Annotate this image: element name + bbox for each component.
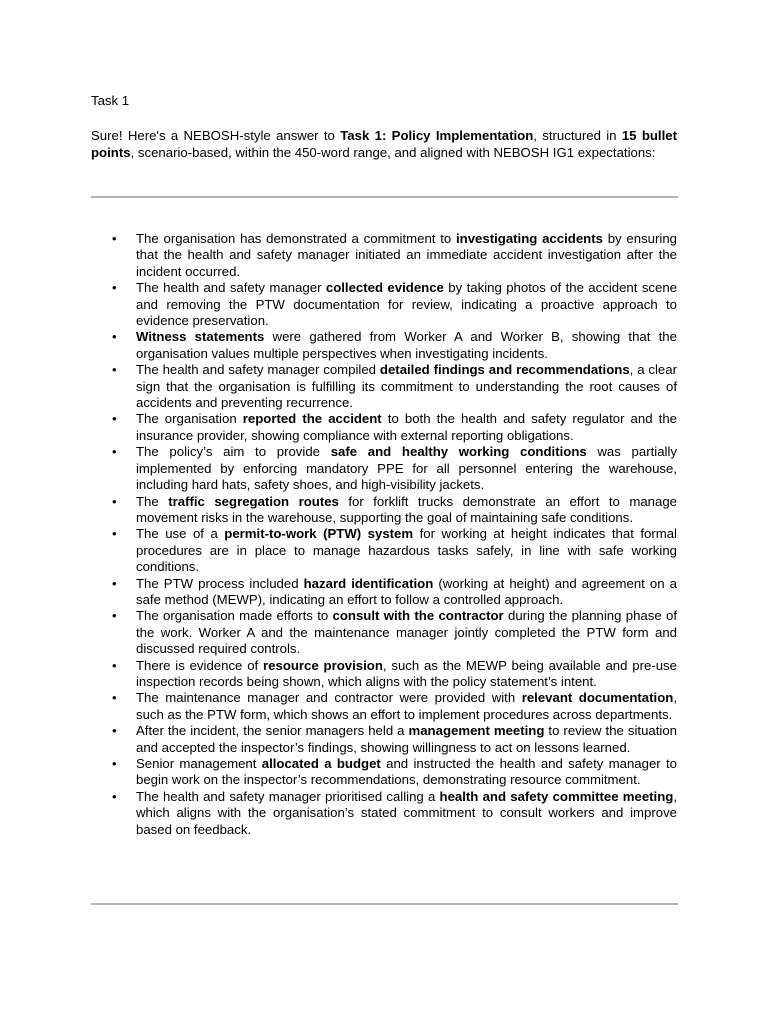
text-run: The organisation made efforts to xyxy=(136,608,333,624)
bullet-item xyxy=(112,411,677,444)
bold-text: relevant documentation xyxy=(521,690,674,706)
text-run: Sure! Here's a NEBOSH-style answer to xyxy=(91,128,341,143)
text-run: The health and safety manager prioritised calling a xyxy=(136,788,440,804)
bottom-divider xyxy=(91,903,678,905)
bullet-dot-icon: • xyxy=(112,756,117,771)
bullet-dot-icon: • xyxy=(112,723,117,739)
bold-text: management meeting xyxy=(408,723,545,739)
text-run: There is evidence of xyxy=(136,657,264,673)
text-run: The use of a xyxy=(136,526,225,542)
text-run: to review the situation and accepted the inspector’s findings, showing willingness to act on lessons learned. xyxy=(136,723,677,755)
bold-text: investigating accidents xyxy=(456,231,603,246)
text-run: by taking photos of the accident scene and removing the PTW documentation for review, indicating a proactive approach to evidence preservation. xyxy=(136,280,678,329)
text-run: was partially implemented by enforcing mandatory PPE for all personnel entering the warehouse, including hard hats, safety shoes, and high-visibility jackets. xyxy=(136,444,677,493)
bullet-dot-icon: • xyxy=(112,231,117,246)
bullet-dot-icon: • xyxy=(112,657,117,673)
bullet-item xyxy=(112,690,677,723)
intro-paragraph xyxy=(91,128,677,161)
bullet-list xyxy=(112,231,678,838)
text-run: The policy’s aim to provide xyxy=(136,444,331,460)
bullet-item xyxy=(112,362,677,411)
text-run: , such as the PTW form, which shows an effort to implement procedures across departments. xyxy=(136,690,677,722)
bold-text: allocated a budget xyxy=(261,756,381,771)
bold-text: hazard identification xyxy=(303,575,434,591)
bold-text: collected evidence xyxy=(325,280,444,296)
text-run: The organisation xyxy=(136,411,243,427)
text-run: The health and safety manager compiled xyxy=(136,362,380,378)
bullet-dot-icon: • xyxy=(112,788,117,804)
bold-text: 15 bullet points xyxy=(91,128,677,160)
text-run: The health and safety manager xyxy=(136,280,326,296)
text-run: , such as the MEWP being available and pre-use inspection records being shown, which aligns with the policy statement’s intent. xyxy=(136,657,677,689)
bullet-dot-icon: • xyxy=(112,608,117,624)
bold-text: traffic segregation routes xyxy=(168,493,339,509)
text-run: for forklift trucks demonstrate an effort to manage movement risks in the warehouse, supporting the goal of maintaining safe conditions. xyxy=(136,493,677,525)
bold-text: permit-to-work (PTW) system xyxy=(224,526,414,542)
bullet-dot-icon: • xyxy=(112,690,117,706)
bullet-item xyxy=(112,575,677,609)
bullet-dot-icon: • xyxy=(112,444,117,460)
text-run: The organisation has demonstrated a commitment to xyxy=(136,231,456,246)
text-run: , which aligns with the organisation’s stated commitment to consult workers and improve based on feedback. xyxy=(136,788,677,837)
bullet-dot-icon: • xyxy=(112,575,117,591)
bullet-item xyxy=(112,608,678,657)
bullet-item xyxy=(112,329,677,362)
text-run: during the planning phase of the work. Worker A and the maintenance manager jointly completed the PTW form and discussed required controls. xyxy=(136,608,678,657)
bold-text: safe and healthy working conditions xyxy=(330,444,587,460)
text-run: , scenario-based, within the 450-word range, and aligned with NEBOSH IG1 expectations: xyxy=(130,144,656,160)
task-title: Task 1 xyxy=(91,93,130,108)
text-run: to both the health and safety regulator and the insurance provider, showing compliance with external reporting obligations. xyxy=(136,411,677,443)
bold-text: consult with the contractor xyxy=(332,608,504,624)
bullet-dot-icon: • xyxy=(112,329,117,345)
text-run: Senior management xyxy=(136,756,262,771)
bullet-dot-icon: • xyxy=(112,362,117,378)
bullet-dot-icon: • xyxy=(112,526,117,542)
text-run: The xyxy=(136,493,169,509)
text-run: (working at height) and agreement on a safe method (MEWP), indicating an effort to follow a controlled approach. xyxy=(136,575,677,607)
bold-text: detailed findings and recommendations xyxy=(379,362,630,378)
bullet-item xyxy=(112,231,678,280)
bullet-item xyxy=(112,493,677,527)
text-run: , structured in xyxy=(533,128,622,143)
text-run: for working at height indicates that formal procedures are in place to manage hazardous tasks safely, in line with safe working conditions. xyxy=(136,526,677,575)
top-divider xyxy=(91,196,678,198)
bullet-dot-icon: • xyxy=(112,493,117,509)
bullet-item xyxy=(112,526,677,575)
bold-text: Task 1: Policy Implementation xyxy=(340,128,534,143)
bullet-item xyxy=(112,280,678,329)
bullet-dot-icon: • xyxy=(112,280,117,296)
bullet-item xyxy=(112,444,677,493)
text-run: by ensuring that the health and safety manager initiated an immediate accident investigation after the incident occurred. xyxy=(136,231,678,279)
bullet-item xyxy=(112,788,677,838)
bullet-dot-icon: • xyxy=(112,411,117,427)
bold-text: health and safety committee meeting xyxy=(439,788,674,804)
text-run: The maintenance manager and contractor were provided with xyxy=(136,690,522,706)
bold-text: Witness statements xyxy=(136,329,265,345)
bold-text: resource provision xyxy=(263,657,383,673)
bullet-item xyxy=(112,657,677,691)
text-run: and instructed the health and safety manager to begin work on the inspector’s recommendations, demonstrating resource commitment. xyxy=(136,756,677,788)
bold-text: reported the accident xyxy=(242,411,382,427)
bullet-item xyxy=(112,756,677,789)
text-run: , a clear sign that the organisation is fulfilling its commitment to understanding the root causes of accidents and preventing recurrence. xyxy=(136,362,677,411)
text-run: The PTW process included xyxy=(136,575,304,591)
text-run: were gathered from Worker A and Worker B, showing that the organisation values multiple perspectives when investigating incidents. xyxy=(136,329,677,361)
bullet-item xyxy=(112,723,677,756)
text-run: After the incident, the senior managers held a xyxy=(136,723,409,739)
